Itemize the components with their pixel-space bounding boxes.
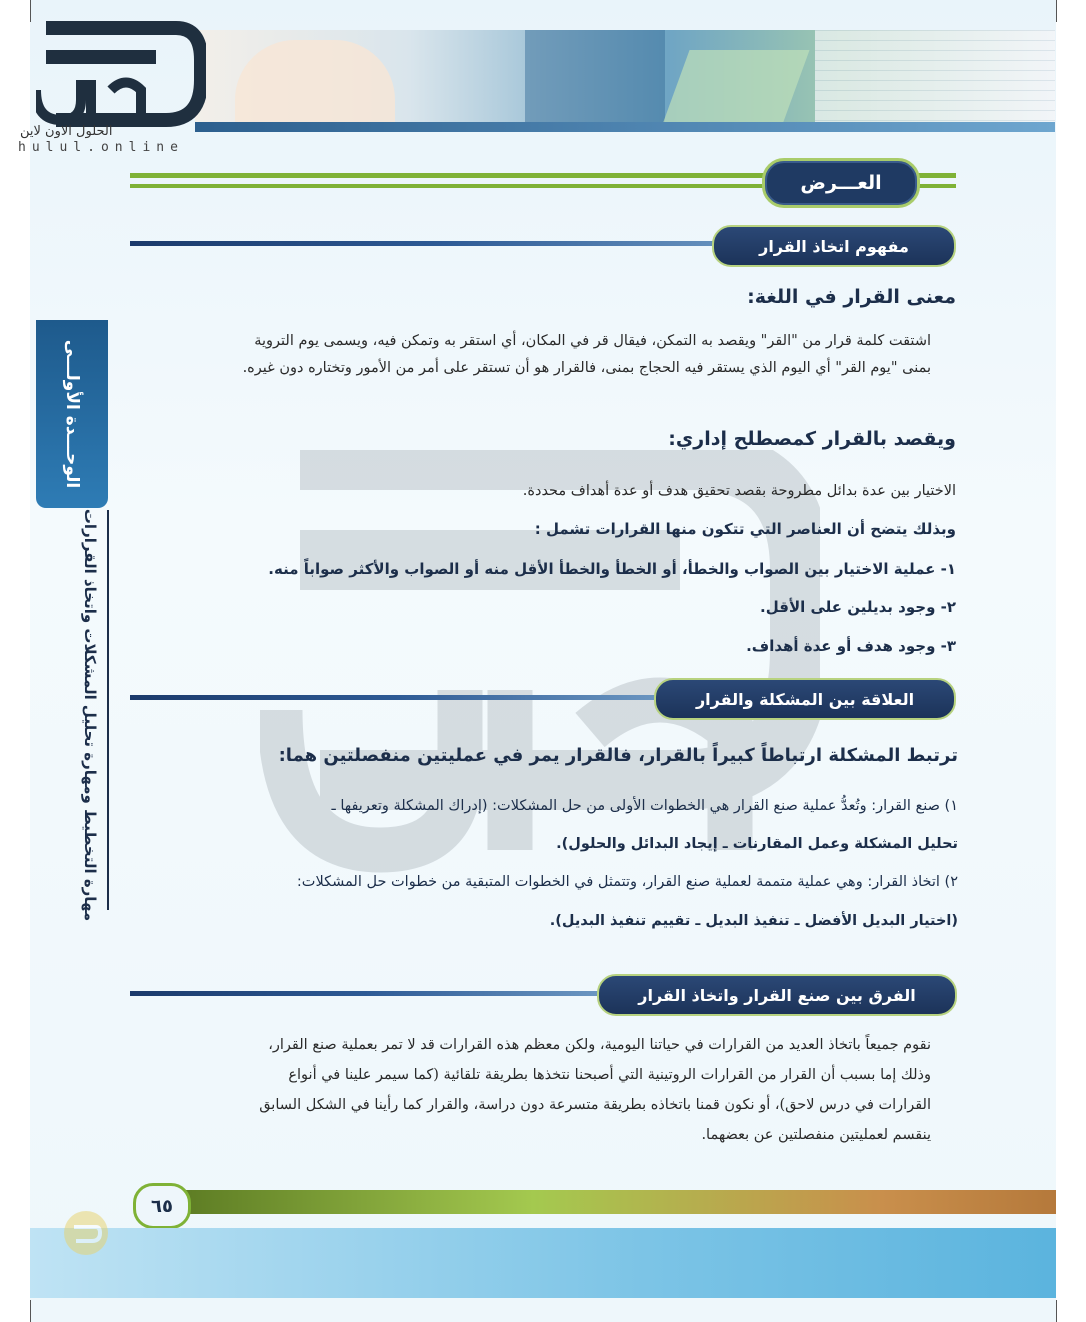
footer-band [30, 1228, 1056, 1298]
unit-title: مهارة التخطيط ومهارة تحليل المشكلات واتخاذ القرارات [81, 508, 99, 922]
divider-blue [130, 991, 600, 996]
paragraph-line: نقوم جميعاً باتخاذ العديد من القرارات في حياتنا اليومية، ولكن معظم هذه القرارات قد لا تمر بعملية صنع القرار، [268, 1037, 931, 1053]
subheading-language: معنى القرار في اللغة: [747, 286, 956, 308]
paragraph-difference [128, 1030, 931, 1150]
crop-mark [1056, 0, 1057, 22]
paragraph-line: بمنى "يوم القر" أي اليوم الذي يستقر فيه الحجاج بمنى، فالقرار هو أن تستقر على أمر من الأمور وتختاره دون غيره. [242, 360, 931, 376]
unit-label: الوحـــدة الأولـــى [62, 339, 82, 489]
footer-bar [185, 1190, 1056, 1214]
section-title-concept: مفهوم اتخاذ القرار [712, 225, 956, 267]
header-strip [195, 122, 1055, 132]
logo-icon [36, 20, 206, 130]
relation-item-cont: تحليل المشكلة وعمل المقارنات ـ إيجاد البدائل والحلول). [556, 836, 958, 852]
section-title-main: العـــرض [762, 158, 920, 208]
section-title-difference: الفرق بين صنع القرار واتخاذ القرار [597, 974, 957, 1016]
relation-item-cont: (اختيار البديل الأفضل ـ تنفيذ البديل ـ تقييم تنفيذ البديل). [549, 913, 958, 929]
small-logo-icon [58, 1205, 114, 1261]
section-title-relation: العلاقة بين المشكلة والقرار [654, 678, 956, 720]
element-item: ٣- وجود هدف أو عدة أهداف. [746, 637, 956, 655]
elements-intro: وبذلك يتضح أن العناصر التي تتكون منها القرارات تشمل : [534, 520, 956, 538]
divider-blue [130, 695, 660, 700]
element-item: ١- عملية الاختيار بين الصواب والخطأ، أو الخطأ والخطأ الأقل منه أو الصواب والأكثر صواباً منه. [268, 560, 956, 578]
crop-mark [1056, 1300, 1057, 1322]
subheading-admin: ويقصد بالقرار كمصطلح إداري: [668, 428, 956, 450]
relation-item: ١) صنع القرار: وتُعدُّ عملية صنع القرار هي الخطوات الأولى من حل المشكلات: (إدراك المشكلة وتعريفها ـ [331, 798, 958, 814]
definition-line: الاختيار بين عدة بدائل مطروحة بقصد تحقيق هدف أو عدة أهداف محددة. [522, 483, 956, 499]
header-photo [195, 30, 1055, 130]
side-divider [107, 510, 109, 910]
logo-text-ar: الحلول الاون لاين [20, 124, 113, 139]
unit-tab [36, 320, 108, 508]
paragraph-language [128, 328, 931, 382]
paragraph-line: اشتقت كلمة قرار من "القر" ويقصد به التمكن، فيقال قر في المكان، أي استقر به وتمكن فيه، ويسمى يوم التروية [254, 333, 931, 349]
site-logo [0, 0, 215, 160]
relation-heading: ترتبط المشكلة ارتباطاً كبيراً بالقرار، فالقرار يمر في عمليتين منفصلتين هما: [278, 745, 958, 766]
paragraph-line: ينقسم لعمليتين منفصلتين عن بعضهما. [701, 1127, 931, 1143]
crop-mark [30, 1300, 31, 1322]
page-number: ٦٥ [133, 1183, 191, 1229]
watermark-logo-icon [260, 450, 820, 890]
paragraph-line: وذلك إما بسبب أن القرار من القرارات الروتينية التي أصبحنا نتخذها بطريقة تلقائية (كما سيمر علينا في أنواع [288, 1067, 931, 1083]
element-item: ٢- وجود بديلين على الأقل. [760, 598, 956, 616]
logo-text-en: hulul.online [18, 140, 184, 155]
paragraph-line: القرارات في درس لاحق)، أو نكون قمنا باتخاذه بطريقة متسرعة دون دراسة، والقرار كما رأينا في الشكل السابق [259, 1097, 931, 1113]
divider-blue [130, 241, 750, 246]
relation-item: ٢) اتخاذ القرار: وهي عملية متممة لعملية صنع القرار، وتتمثل في الخطوات المتبقية من خطوات حل المشكلات: [296, 874, 958, 890]
